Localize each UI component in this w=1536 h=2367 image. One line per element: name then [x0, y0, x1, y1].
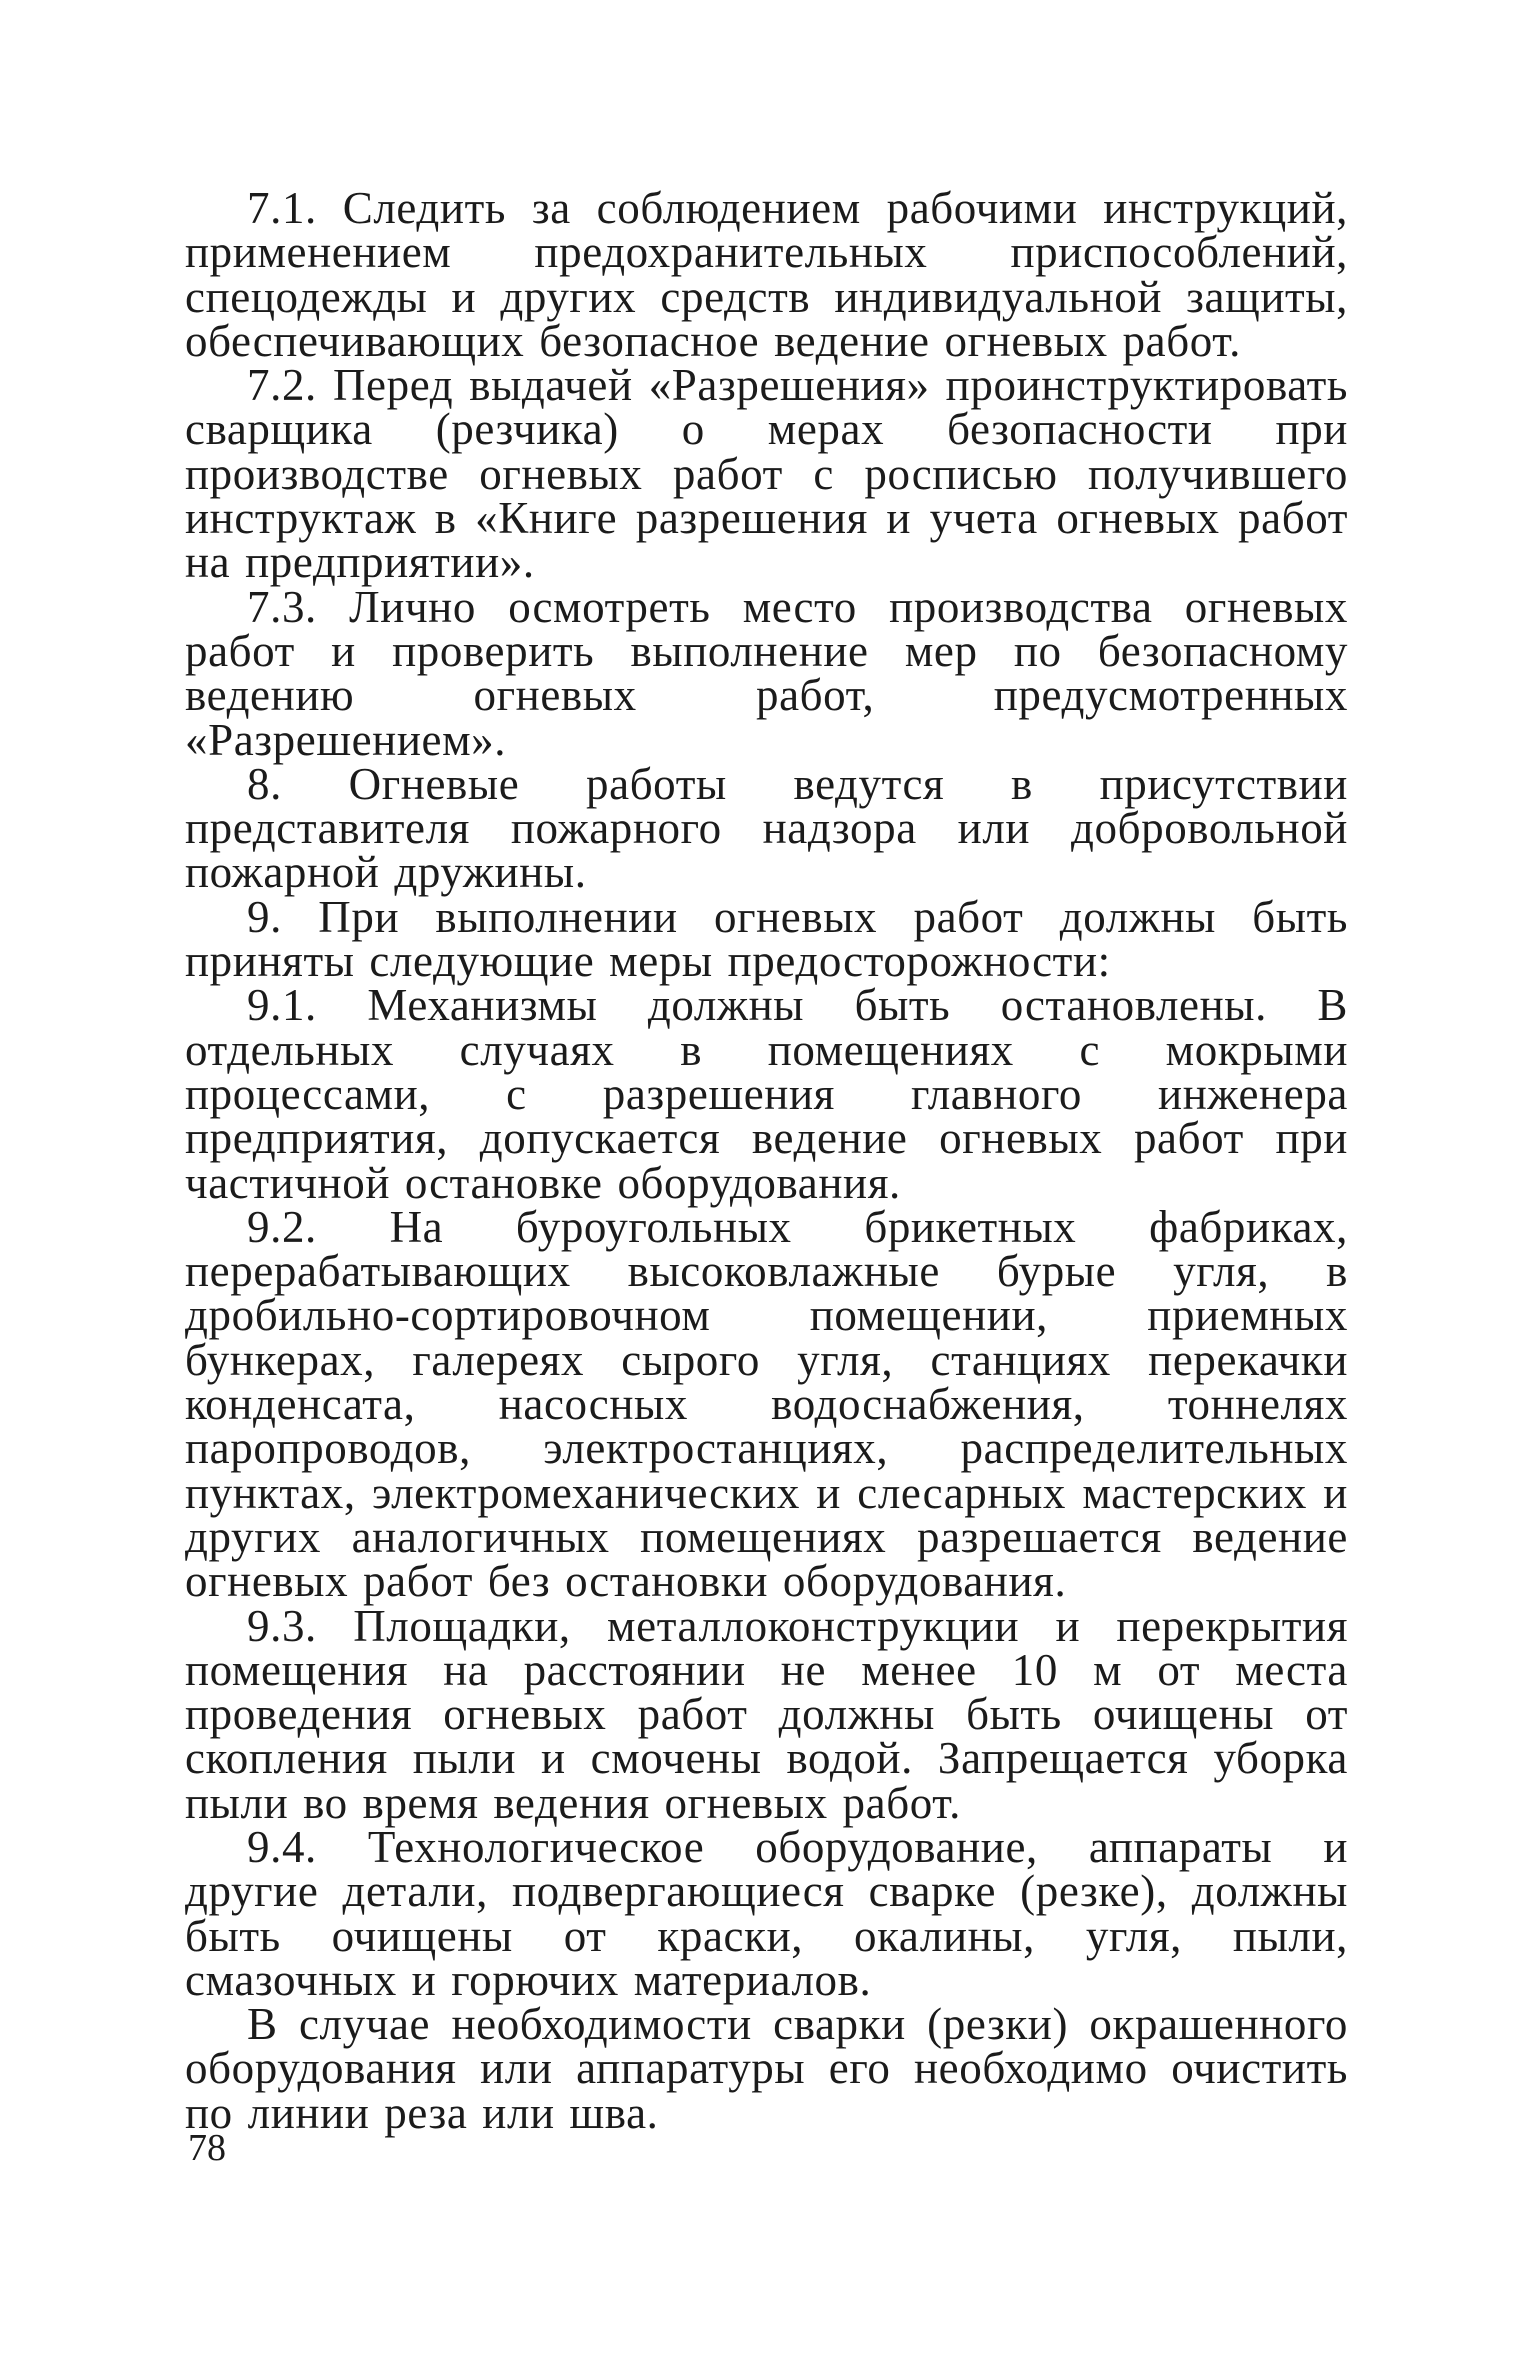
paragraph-9-3: 9.3. Площадки, металлоконструкции и перекрытия помещения на расстоянии не менее 10 м от места проведения огневых работ должны быть очищены от скопления пыли и смочены водой. Запрещается уборка пыли во время ведения огневых работ. — [185, 1600, 1348, 1828]
paragraph-7-2: 7.2. Перед выдачей «Разрешения» проинструктировать сварщика (резчика) о мерах безопасности при производстве огневых работ с росписью получившего инструктаж в «Книге разрешения и учета огневых работ на предприятии». — [185, 360, 1348, 588]
paragraph-9-4: 9.4. Технологическое оборудование, аппараты и другие детали, подвергающиеся сварке (резке), должны быть очищены от краски, окалины, угля, пыли, смазочных и горючих материалов. — [185, 1821, 1348, 2005]
page-body — [185, 183, 1348, 2138]
paragraph-8: 8. Огневые работы ведутся в присутствии представителя пожарного надзора или добровольной пожарной дружины. — [185, 758, 1348, 898]
paragraph-9: 9. При выполнении огневых работ должны быть приняты следующие меры предосторожности: — [185, 891, 1348, 987]
paragraph-9-1: 9.1. Механизмы должны быть остановлены. В отдельных случаях в помещениях с мокрыми процессами, с разрешения главного инженера предприятия, допускается ведение огневых работ при частичной остановке оборудования. — [185, 980, 1348, 1208]
paragraph-painted-equipment: В случае необходимости сварки (резки) окрашенного оборудования или аппаратуры его необходимо очистить по линии реза или шва. — [185, 1999, 1348, 2138]
paragraph-7-1: 7.1. Следить за соблюдением рабочими инструкций, применением предохранительных приспособлений, спецодежды и других средств индивидуальной защиты, обеспечивающих безопасное ведение огневых работ. — [185, 183, 1348, 366]
paragraph-7-3: 7.3. Лично осмотреть место производства огневых работ и проверить выполнение мер по безопасному ведению огневых работ, предусмотренных «Разрешением». — [185, 581, 1348, 765]
page-number: 78 — [188, 2127, 226, 2169]
paragraph-9-2: 9.2. На буроугольных брикетных фабриках, перерабатывающих высоковлажные бурые угля, в дробильно-сортировочном помещении, приемных бункерах, галереях сырого угля, станциях перекачки конденсата, насосных водоснабжения, тоннелях паропроводов, электростанциях, распределительных пунктах, электромеханических и слесарных мастерских и других аналогичных помещениях разрешается ведение огневых работ без остановки оборудования. — [185, 1201, 1348, 1607]
